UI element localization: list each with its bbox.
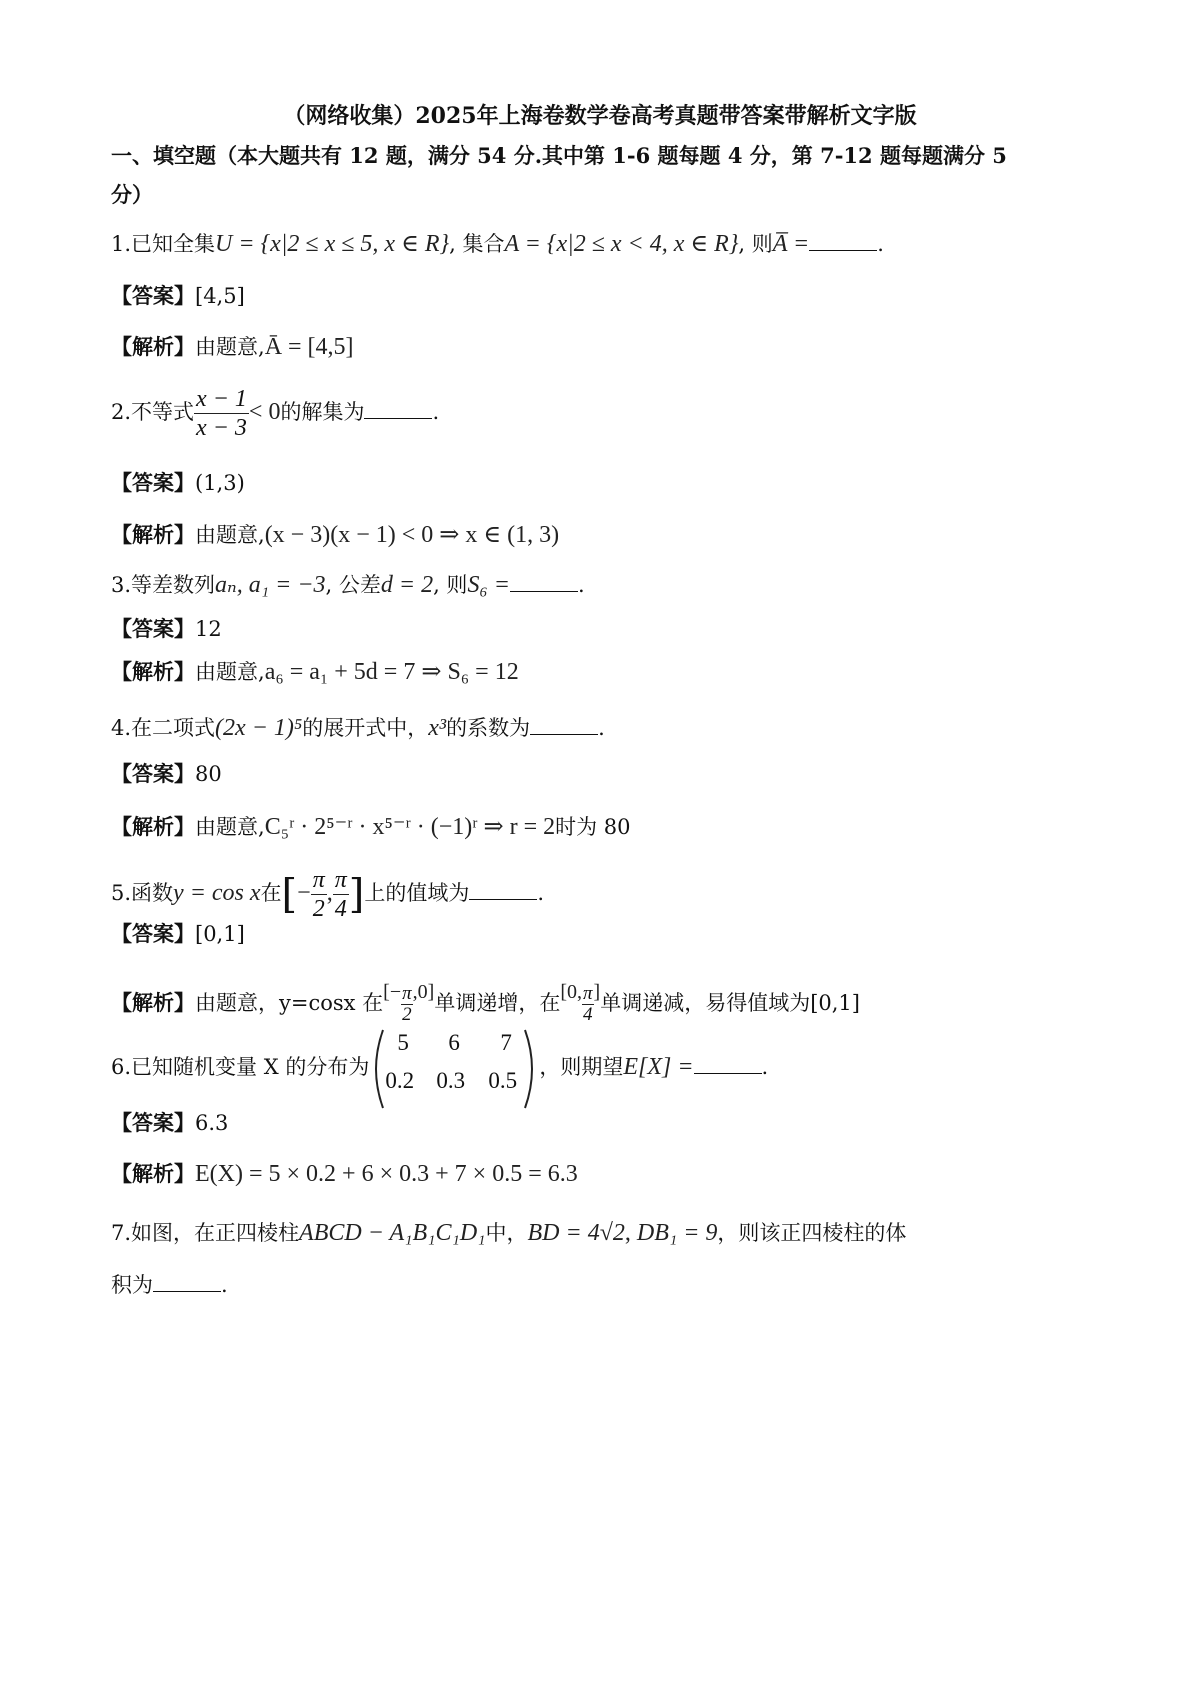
q7-text-post: ，则该正四棱柱的体 xyxy=(717,1221,907,1245)
q4-analysis xyxy=(111,812,631,842)
q3-text-post: , 则 xyxy=(433,573,468,597)
q1-answer-value: [4,5] xyxy=(195,284,245,308)
q5-text: 5.函数 xyxy=(111,881,174,905)
q4-answer xyxy=(111,759,222,789)
right-bracket: ] xyxy=(348,871,365,918)
q5-function: y = cos x xyxy=(173,880,261,906)
q2-numerator: x − 1 xyxy=(196,386,247,412)
q6-analysis xyxy=(111,1159,578,1189)
q4-analysis-tail: 时为 80 xyxy=(555,815,631,839)
q5-upper-bound xyxy=(333,866,349,923)
q7-text-line2: 积为 xyxy=(111,1273,153,1297)
q7-text: 7.如图，在正四棱柱 xyxy=(111,1221,300,1245)
answer-label: 【答案】 xyxy=(111,1110,195,1135)
q5-analysis-prefix: 由题意，y=cosx 在 xyxy=(195,991,384,1015)
period: . xyxy=(598,716,605,740)
q5-answer xyxy=(111,919,245,949)
question-7-cont xyxy=(111,1270,228,1300)
q3-sequence: aₙ, a₁ = −3 xyxy=(215,572,326,598)
numerator: π xyxy=(402,983,412,1004)
q7-text-mid: 中， xyxy=(485,1221,528,1245)
denominator: 4 xyxy=(334,896,347,922)
matrix-cell: 5 xyxy=(397,1029,409,1055)
q5-interval-2-fraction xyxy=(582,984,594,1025)
left-bracket: [ xyxy=(281,871,298,918)
answer-blank xyxy=(510,573,578,592)
period: . xyxy=(432,400,440,424)
q1-text-post: , 则 xyxy=(738,232,773,256)
question-3 xyxy=(111,570,585,600)
period: . xyxy=(221,1273,228,1297)
q6-analysis-expr: E(X) = 5 × 0.2 + 6 × 0.3 + 7 × 0.5 = 6.3 xyxy=(195,1161,578,1187)
denominator: 2 xyxy=(402,1004,412,1025)
q3-common-difference: d = 2 xyxy=(380,572,434,598)
interval-open: [0, xyxy=(560,981,582,1003)
q6-text: 6.已知随机变量 X 的分布为 xyxy=(111,1055,370,1079)
q2-analysis-expr: (x − 3)(x − 1) < 0 ⇒ x ∈ (1, 3) xyxy=(264,522,560,548)
answer-label: 【答案】 xyxy=(111,761,195,786)
answer-blank xyxy=(809,232,877,251)
analysis-prefix: 由题意, xyxy=(195,815,265,839)
q4-text-mid: 的展开式中， xyxy=(302,716,429,740)
analysis-label: 【解析】 xyxy=(111,659,195,684)
q1-answer xyxy=(111,281,245,311)
denominator: 4 xyxy=(583,1004,593,1025)
q1-set-a: A = {x|2 ≤ x < 4, x ∈ R} xyxy=(504,231,739,257)
answer-label: 【答案】 xyxy=(111,616,195,641)
q5-answer-value: [0,1] xyxy=(195,922,245,946)
section-heading-cont: 分） xyxy=(111,182,153,207)
matrix-cell: 0.3 xyxy=(436,1067,466,1093)
q1-universal-set: U = {x|2 ≤ x ≤ 5, x ∈ R} xyxy=(215,231,450,257)
q1-text: 1.已知全集 xyxy=(111,232,216,256)
analysis-prefix: 由题意, xyxy=(195,335,265,359)
period: . xyxy=(761,1055,769,1079)
q7-db1-length: DB₁ = 9 xyxy=(636,1220,718,1246)
section-heading: 一、填空题（本大题共有 12 题，满分 54 分.其中第 1-6 题每题 4 分，第 7-12 题每题满分 5 xyxy=(111,143,1007,168)
q2-answer xyxy=(111,468,245,498)
analysis-label: 【解析】 xyxy=(111,334,195,359)
q1-analysis-expr: Ā = [4,5] xyxy=(264,334,354,360)
question-1 xyxy=(111,229,884,259)
q6-distribution-matrix xyxy=(369,1026,539,1112)
q5-text-mid: 在 xyxy=(260,881,282,905)
question-4 xyxy=(111,713,605,743)
answer-blank xyxy=(153,1273,221,1292)
q3-analysis-expr: a₆ = a₁ + 5d = 7 ⇒ S₆ = 12 xyxy=(264,659,519,685)
interval-open: [− xyxy=(383,981,402,1003)
answer-blank xyxy=(364,400,432,419)
numerator: π xyxy=(312,867,325,893)
q3-sum: S₆ = xyxy=(467,572,510,598)
answer-blank xyxy=(530,716,598,735)
q7-bd-length: BD = 4√2 xyxy=(527,1220,625,1246)
answer-blank xyxy=(694,1055,762,1074)
q2-denominator: x − 3 xyxy=(196,415,247,441)
q1-analysis xyxy=(111,332,354,362)
q1-complement: A̅ = xyxy=(772,231,810,257)
q5-text-post: 上的值域为 xyxy=(364,881,470,905)
q3-answer xyxy=(111,614,222,644)
period: . xyxy=(877,232,884,256)
q4-binomial: (2x − 1)⁵ xyxy=(215,715,303,741)
q4-answer-value: 80 xyxy=(195,762,222,786)
q7-prism: ABCD − A₁B₁C₁D₁ xyxy=(299,1220,486,1246)
q2-text-post: 的解集为 xyxy=(280,400,365,424)
q4-term: x³ xyxy=(428,715,447,741)
q6-answer xyxy=(111,1108,228,1138)
matrix-cell: 0.5 xyxy=(488,1067,518,1093)
q3-answer-value: 12 xyxy=(195,617,222,641)
q3-analysis xyxy=(111,657,519,687)
q4-text: 4.在二项式 xyxy=(111,716,216,740)
interval-close: ] xyxy=(593,981,601,1003)
period: . xyxy=(577,573,585,597)
q5-lower-bound xyxy=(311,866,327,923)
matrix-cell: 6 xyxy=(448,1029,460,1055)
matrix-cell: 0.2 xyxy=(385,1067,415,1093)
q5-interval-1-fraction xyxy=(401,984,413,1025)
analysis-prefix: 由题意, xyxy=(195,523,265,547)
q2-fraction xyxy=(194,385,249,442)
q4-text-post: 的系数为 xyxy=(446,716,531,740)
numerator: π xyxy=(334,867,347,893)
question-6 xyxy=(111,1022,768,1112)
answer-label: 【答案】 xyxy=(111,470,195,495)
question-7 xyxy=(111,1218,906,1248)
q2-analysis xyxy=(111,520,559,550)
interval-close: ,0] xyxy=(412,981,435,1003)
q2-answer-value: (1,3) xyxy=(195,471,245,495)
analysis-label: 【解析】 xyxy=(111,814,195,839)
answer-label: 【答案】 xyxy=(111,921,195,946)
question-2 xyxy=(111,382,439,442)
comma: , xyxy=(326,880,333,906)
minus-sign: − xyxy=(297,880,311,906)
denominator: 2 xyxy=(312,896,325,922)
q2-text: 2.不等式 xyxy=(111,400,195,424)
q7-separator: , xyxy=(624,1220,637,1246)
q6-expectation: E[X] = xyxy=(623,1054,694,1080)
analysis-label: 【解析】 xyxy=(111,1161,195,1186)
answer-label: 【答案】 xyxy=(111,283,195,308)
q6-text-post: ，则期望 xyxy=(539,1055,624,1079)
q4-analysis-expr: C₅ʳ · 2⁵⁻ʳ · x⁵⁻ʳ · (−1)ʳ ⇒ r = 2 xyxy=(264,814,556,840)
analysis-prefix: 由题意, xyxy=(195,660,265,684)
q1-text-mid: , 集合 xyxy=(449,232,505,256)
q3-text-mid: , 公差 xyxy=(325,573,381,597)
q2-relation: < 0 xyxy=(248,399,281,425)
q5-analysis-tail: 单调递减，易得值域为[0,1] xyxy=(600,991,860,1015)
analysis-label: 【解析】 xyxy=(111,522,195,547)
period: . xyxy=(537,881,545,905)
q6-answer-value: 6.3 xyxy=(195,1111,229,1135)
numerator: π xyxy=(583,983,593,1004)
q3-text: 3.等差数列 xyxy=(111,573,216,597)
matrix-cell: 7 xyxy=(500,1029,512,1055)
page-title: （网络收集）2025年上海卷数学卷高考真题带答案带解析文字版 xyxy=(283,103,917,129)
analysis-label: 【解析】 xyxy=(111,990,195,1015)
answer-blank xyxy=(469,881,537,900)
q5-analysis-mid: 单调递增，在 xyxy=(434,991,561,1015)
